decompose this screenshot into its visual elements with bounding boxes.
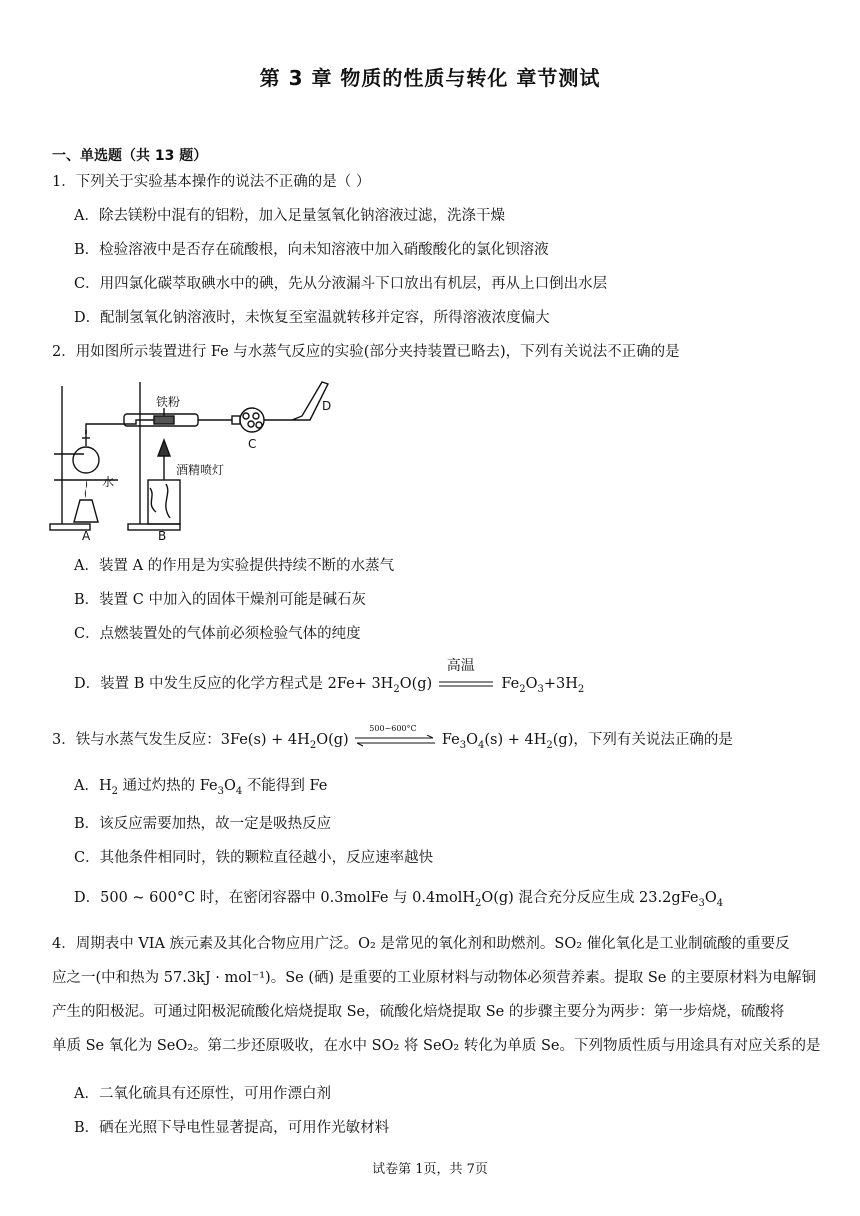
question-1-option-d: D．配制氢氧化钠溶液时，未恢复至室温就转移并定容，所得溶液浓度偏大 [74, 310, 550, 326]
question-2-option-a: A．装置 A 的作用是为实验提供持续不断的水蒸气 [74, 558, 395, 574]
question-4-line: 产生的阳极泥。可通过阳极泥硫酸化焙烧提取 Se，硫酸化焙烧提取 Se 的步骤主要分为两步：第一步焙烧，硫酸将 [52, 1004, 785, 1020]
question-3-option-b: B．该反应需要加热，故一定是吸热反应 [74, 816, 332, 832]
question-4-line: 单质 Se 氧化为 SeO₂。第二步还原吸收，在水中 SO₂ 将 SeO₂ 转化为单质 Se。下列物质性质与用途具有对应关系的是 [52, 1038, 821, 1054]
reversible-arrow-icon [353, 735, 437, 747]
label-a: A [82, 529, 91, 540]
question-3-stem: 3．铁与水蒸气发生反应：$3Fe(s) + 4H_2O(g)$ 500~600°C $Fe_3O_4(s) + 4H_2(g)$，下列有关说法正确的是 [52, 724, 733, 751]
question-2-option-c: C．点燃装置处的气体前必须检验气体的纯度 [74, 626, 361, 642]
page-title: 第 3 章 物质的性质与转化 章节测试 [259, 66, 601, 90]
flask-a [73, 447, 99, 473]
question-3-option-c: C．其他条件相同时，铁的颗粒直径越小，反应速率越快 [74, 850, 434, 866]
burner-a [74, 500, 98, 522]
high-temp-condition: 高温 [437, 674, 497, 694]
question-4-option-b: B．硒在光照下导电性显著提高，可用作光敏材料 [74, 1120, 390, 1136]
question-4-stem [52, 934, 821, 1070]
reversible-arrow: 500~600°C [353, 731, 437, 749]
question-4-line: 应之一(中和热为 57.3kJ · mol⁻¹)。Se (硒) 是重要的工业原材料与动物体必须营养素。提取 Se 的主要原材料为电解铜 [52, 970, 816, 986]
section-heading: 一、单选题（共 13 题） [52, 148, 208, 164]
label-b: B [158, 529, 167, 540]
label-c: C [248, 437, 257, 451]
question-1-option-c: C．用四氯化碳萃取碘水中的碘，先从分液漏斗下口放出有机层，再从上口倒出水层 [74, 276, 608, 292]
stand-b-base [128, 524, 180, 530]
question-3-option-d: D．500 ~ 600°C 时，在密闭容器中 0.3molFe 与 0.4molH$_2$O(g) 混合充分反应生成 $23.2gFe_3O_4$ [74, 890, 724, 909]
lamp-flame [158, 440, 170, 456]
label-iron: 铁粉 [156, 395, 181, 409]
iron-powder [154, 416, 174, 424]
question-1-stem: 1．下列关于实验基本操作的说法不正确的是（ ） [52, 174, 371, 190]
question-1-option-a: A．除去镁粉中混有的铝粉，加入足量氢氧化钠溶液过滤，洗涤干燥 [74, 208, 505, 224]
question-3-option-a: A．$H_2$ 通过灼热的 $Fe_3O_4$ 不能得到 Fe [74, 778, 328, 797]
question-1-option-b: B．检验溶液中是否存在硫酸根，向未知溶液中加入硝酸酸化的氯化钡溶液 [74, 242, 549, 258]
apparatus-figure [46, 376, 346, 540]
question-2-stem: 2．用如图所示装置进行 Fe 与水蒸气反应的实验(部分夹持装置已略去)，下列有关说法不正确的是 [52, 344, 680, 360]
label-d: D [322, 399, 332, 413]
question-2-option-d: D．装置 B 中发生反应的化学方程式是 $2Fe+ 3H_2O(g)$ 高温 $Fe_2O_3+3H_2$ [74, 658, 585, 695]
question-2-option-b: B．装置 C 中加入的固体干燥剂可能是碱石灰 [74, 592, 366, 608]
alcohol-lamp-body [148, 480, 180, 524]
question-4-option-a: A．二氧化硫具有还原性，可用作漂白剂 [74, 1086, 331, 1102]
page-footer: 试卷第 1页，共 7页 [372, 1162, 488, 1177]
label-water: 水 [102, 475, 115, 489]
equals-sign-icon [437, 680, 495, 690]
question-4-line: 4．周期表中 VIA 族元素及其化合物应用广泛。O₂ 是常见的氧化剂和助燃剂。SO₂ 催化氧化是工业制硫酸的重要反 [52, 936, 790, 952]
label-lamp: 酒精喷灯 [176, 463, 225, 477]
